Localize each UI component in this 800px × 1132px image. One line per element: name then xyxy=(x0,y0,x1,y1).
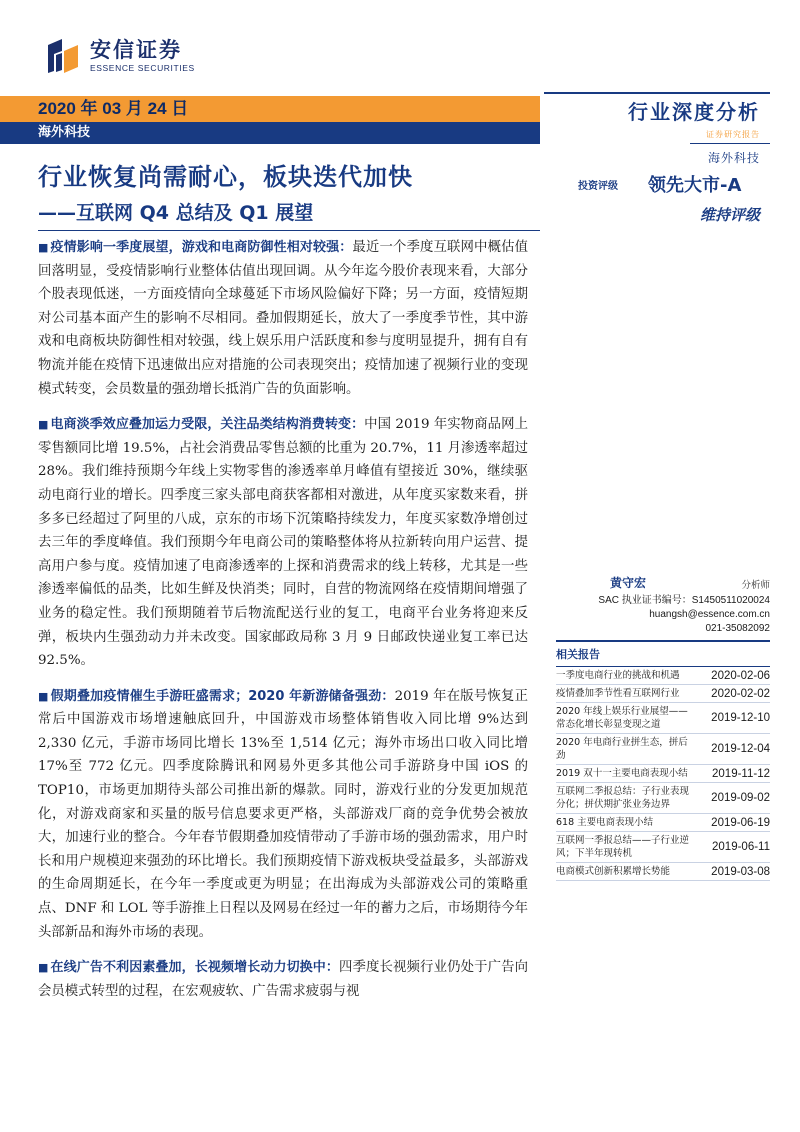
related-report-title: 618 主要电商表现小结 xyxy=(556,817,654,828)
bullet-square-icon: ■ xyxy=(38,961,49,975)
related-report-date: 2019-12-04 xyxy=(711,743,770,755)
paragraph-mobile-games xyxy=(38,685,528,945)
bullet-square-icon: ■ xyxy=(38,241,49,254)
title-rule xyxy=(38,230,540,231)
sector-divider xyxy=(690,143,770,144)
analyst-name: 黄守宏 xyxy=(610,576,647,590)
paragraph-lead: 假期叠加疫情催生手游旺盛需求；2020 年新游储备强劲： xyxy=(50,688,395,704)
related-report-item[interactable] xyxy=(556,814,770,832)
paragraph-games-ecommerce xyxy=(38,236,528,401)
main-title: 行业恢复尚需耐心，板块迭代加快 xyxy=(38,163,413,191)
report-category: 海外科技 xyxy=(38,125,91,140)
related-reports-heading: 相关报告 xyxy=(556,640,770,667)
paragraph-online-ads xyxy=(38,956,528,1003)
report-date: 2020 年 03 月 24 日 xyxy=(38,99,189,118)
related-report-title: 2020 年线上娱乐行业展望——常态化增长彰显变现之道 xyxy=(556,706,688,730)
paragraph-lead: 疫情影响一季度展望，游戏和电商防御性相对较强： xyxy=(50,240,353,255)
logo-mark-icon xyxy=(44,37,82,75)
related-report-date: 2020-02-06 xyxy=(711,669,770,682)
rating-action: 维持评级 xyxy=(699,206,760,224)
related-report-item[interactable] xyxy=(556,783,770,814)
related-report-date: 2019-12-10 xyxy=(711,712,770,724)
paragraph-text: 最近一个季度互联网中概估值回落明显，受疫情影响行业整体估值出现回调。从今年迄今股价表现来看，大部分个股表现低迷，一方面疫情向全球蔓延下市场风险偏好下降；另一方面，疫情短期对公司基本面产生的影响不尽相同。叠加假期延长，放大了一季度季节性，其中游戏和电商板块防御性相对较强，线上娱乐用户活跃度和参与度明显提升，拥有自有物流并能在疫情下迅速做出应对措施的公司表现突出；疫情加速了视频行业的变现模式转变，会员数量的强劲增长抵消广告的负面影响。 xyxy=(38,240,528,397)
related-report-title: 2020 年电商行业拼生态，拼后劲 xyxy=(556,737,688,761)
related-report-date: 2019-09-02 xyxy=(711,792,770,804)
related-report-title: 互联网一季报总结——子行业逆风；下半年现转机 xyxy=(556,835,690,859)
analyst-sac: SAC 执业证书编号：S1450511020024 xyxy=(598,595,770,606)
related-report-date: 2019-03-08 xyxy=(711,865,770,878)
related-report-item[interactable] xyxy=(556,832,770,863)
related-report-date: 2020-02-02 xyxy=(711,687,770,700)
sub-title: ——互联网 Q4 总结及 Q1 展望 xyxy=(38,202,314,224)
paragraph-text: 2019 年在版号恢复正常后中国游戏市场增速触底回升，中国游戏市场整体销售收入同比增 9%达到 2,330 亿元，手游市场同比增长 13%至 1,514 亿元；海外市场出口收入同比增 17%至 772 亿元。四季度除腾讯和网易外更多其他公司手游跻身中国 iOS 的 TOP10，市场更加期待头部公司推出新的爆款。同时，游戏行业的分发更加规范化，对游戏商家和买量的版号信息要求更严格，头部游戏厂商的竞争优势会被放大，加速行业的整合。今年春节假期叠加疫情带动了手游市场的强劲需求，用户时长和用户规模迎来强劲的环比增长。我们预期疫情下游戏板块受益最多，头部游戏的生命周期延长，在今年一季度或更为明显；在出海成为头部游戏公司的策略重点、DNF 和 LOL 等手游推上日程以及网易在经过一年的蓄力之后，市场期待今年头部新品和海外市场的表现。 xyxy=(38,688,528,940)
related-reports xyxy=(556,640,770,881)
paragraph-text: 四季度长视频行业仍处于广告向会员模式转型的过程，在宏观疲软、广告需求疲弱与视 xyxy=(38,960,528,999)
analyst-title: 分析师 xyxy=(741,580,770,591)
paragraph-ecommerce xyxy=(38,413,528,673)
related-report-item[interactable] xyxy=(556,863,770,881)
related-report-date: 2019-06-19 xyxy=(711,816,770,829)
paragraph-lead: 在线广告不利因素叠加，长视频增长动力切换中： xyxy=(50,960,340,976)
logo-en-text: ESSENCE SECURITIES xyxy=(90,63,195,73)
paragraph-text: 中国 2019 年实物商品网上零售额同比增 19.5%，占社会消费品零售总额的比重为 20.7%，11 月渗透率超过 28%。我们维持预期今年线上实物零售的渗透率单月峰值有望接近 30%，继续驱动电商行业的增长。四季度三家头部电商获客都相对激进，从年度买家数来看，拼多多已经超过了阿里的八成，京东的市场下沉策略持续发力，年度买家数净增创过去三年的季度峰值。我们预期今年电商公司的策略整体将从拉新转向用户运营、提高用户参与度。疫情加速了电商渗透率的上探和消费需求的线上转移，尤其是一些渗透率偏低的品类，比如生鲜及快消类；同时，自营的物流网络在疫情期间增强了业务的稳定性。我们预期随着节后物流配送行业的复工，电商平台业务将迎来反弹，板块内生强劲动力并未改变。国家邮政局称 3 月 9 日邮政快递业复工率已达 92.5%。 xyxy=(38,417,528,669)
related-report-item[interactable] xyxy=(556,667,770,685)
report-type: 行业深度分析 xyxy=(628,100,760,124)
paragraph-lead: 电商淡季效应叠加运力受限，关注品类结构消费转变： xyxy=(50,417,365,433)
related-report-title: 互联网二季报总结：子行业表现分化；拼伏期扩张业务边界 xyxy=(556,786,690,810)
report-sector: 海外科技 xyxy=(707,151,760,165)
rating-label: 投资评级 xyxy=(578,181,618,192)
analyst-phone: 021-35082092 xyxy=(705,623,770,634)
related-report-title: 一季度电商行业的挑战和机遇 xyxy=(556,670,680,681)
related-report-date: 2019-06-11 xyxy=(712,841,770,853)
related-report-title: 2019 双十一主要电商表现小结 xyxy=(556,768,688,779)
header-divider xyxy=(544,92,770,94)
related-report-title: 电商模式创新积累增长势能 xyxy=(556,866,671,877)
related-report-item[interactable] xyxy=(556,703,770,734)
report-body xyxy=(38,236,528,1015)
related-report-item[interactable] xyxy=(556,765,770,783)
related-report-item[interactable] xyxy=(556,734,770,765)
company-logo xyxy=(44,34,204,78)
related-report-item[interactable] xyxy=(556,685,770,703)
bullet-square-icon: ■ xyxy=(38,689,49,703)
bullet-square-icon: ■ xyxy=(38,418,49,432)
rating-value: 领先大市-A xyxy=(648,175,742,196)
analyst-email[interactable]: huangsh@essence.com.cn xyxy=(649,609,770,620)
logo-cn-text: 安信证券 xyxy=(90,38,182,62)
report-stamp: 证券研究报告 xyxy=(706,130,760,139)
related-report-title: 疫情叠加季节性看互联网行业 xyxy=(556,688,680,699)
analyst-block xyxy=(578,574,770,636)
related-report-date: 2019-11-12 xyxy=(712,767,770,780)
